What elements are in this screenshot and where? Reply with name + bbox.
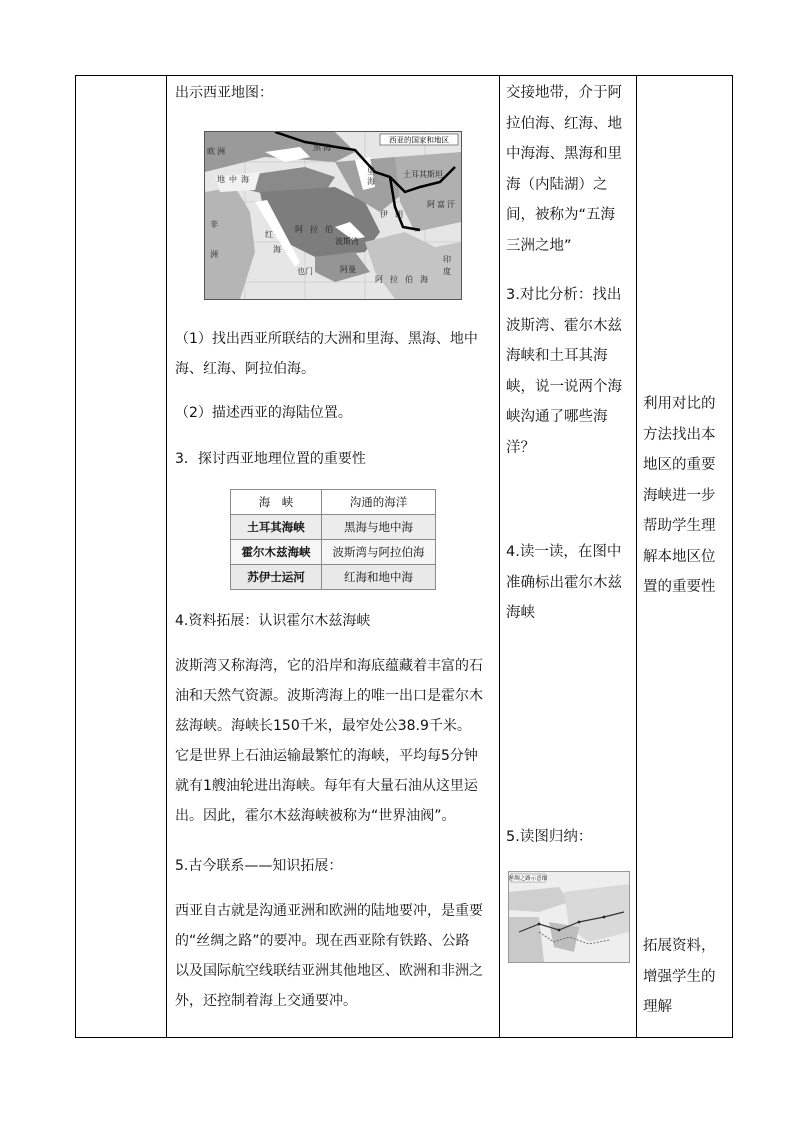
svg-text:伯: 伯 [325, 225, 333, 234]
student-text-4: 4.读一读，在图中准确标出霍尔木兹海峡 [506, 544, 622, 621]
silk-road-map [508, 871, 630, 963]
svg-text:地: 地 [217, 175, 225, 184]
lesson-table [75, 75, 733, 1038]
svg-text:印: 印 [443, 255, 451, 264]
table-header-row [231, 490, 436, 515]
strait-name: 苏伊士运河 [231, 565, 322, 590]
student-text-1: 交接地带，介于阿拉伯海、红海、地中海海、黑海和里海（内陆湖）之间，被称为“五海三洲之地” [506, 85, 622, 254]
svg-text:海: 海 [323, 143, 331, 152]
map-title: 西亚的国家和地区 [389, 135, 449, 145]
strait-name: 霍尔木兹海峡 [231, 540, 322, 565]
svg-text:阿: 阿 [295, 225, 303, 234]
svg-text:伯: 伯 [405, 275, 413, 284]
question-2: （2）描述西亚的海陆位置。 [175, 405, 352, 421]
svg-text:阿曼: 阿曼 [340, 265, 356, 274]
svg-text:海: 海 [241, 175, 249, 184]
svg-text:也门: 也门 [297, 267, 313, 276]
silk-road-title: 丝绸之路示意图 [509, 876, 548, 883]
student-text-5: 5.读图归纳： [506, 829, 593, 845]
svg-text:海: 海 [367, 177, 375, 186]
svg-text:黑: 黑 [313, 143, 321, 152]
design-intent-column [637, 76, 733, 1037]
svg-text:洲: 洲 [210, 250, 218, 259]
svg-text:里: 里 [367, 167, 375, 176]
svg-text:汗: 汗 [447, 200, 455, 209]
intent-text-2: 拓展资料，增强学生的理解 [643, 938, 716, 1015]
svg-text:波斯湾: 波斯湾 [335, 237, 359, 246]
silk-road-paragraph: 西亚自古就是沟通亚洲和欧洲的陆地要冲，是重要的“丝绸之路”的要冲。现在西亚除有铁路、公路以及国际航空线联结亚洲其他地区、欧洲和非洲之外，还控制着海上交通要冲。 [175, 903, 483, 1009]
table-header: 沟通的海洋 [322, 490, 436, 515]
svg-text:土耳其斯坦: 土耳其斯坦 [403, 170, 443, 179]
table-row [231, 565, 436, 590]
svg-text:海: 海 [420, 275, 428, 284]
svg-text:红: 红 [265, 230, 273, 239]
svg-text:洲: 洲 [217, 147, 225, 156]
intro-text: 出示西亚地图： [175, 85, 273, 101]
intent-text-1: 利用对比的方法找出本地区的重要海峡进一步帮助学生理解本地区位置的重要性 [643, 396, 716, 595]
connected-seas: 红海和地中海 [322, 565, 436, 590]
table-row [231, 515, 436, 540]
svg-text:欧: 欧 [207, 147, 215, 156]
student-text-3: 3.对比分析：找出波斯湾、霍尔木兹海峡和土耳其海峡，说一说两个海峡沟通了哪些海洋？ [506, 287, 622, 456]
svg-text:非: 非 [210, 220, 218, 229]
section-5-heading: 5.古今联系——知识拓展： [175, 858, 343, 874]
svg-text:富: 富 [437, 200, 445, 209]
svg-text:拉: 拉 [390, 275, 398, 284]
section-4-heading: 4.资料拓展：认识霍尔木兹海峡 [175, 613, 371, 629]
table-header: 海 峡 [231, 490, 322, 515]
svg-text:阿: 阿 [375, 275, 383, 284]
section-3-heading: 3．探讨西亚地理位置的重要性 [175, 451, 366, 467]
strait-table [230, 489, 436, 590]
student-activity-column [500, 76, 636, 1037]
svg-text:朗: 朗 [395, 210, 403, 219]
connected-seas: 波斯湾与阿拉伯海 [322, 540, 436, 565]
svg-text:阿: 阿 [427, 200, 435, 209]
hormuz-paragraph: 波斯湾又称海湾，它的沿岸和海底蕴藏着丰富的石油和天然气资源。波斯湾海上的唯一出口是霍尔木兹海峡。海峡长150千米，最窄处公38.9千米。它是世界上石油运输最繁忙的海峡，平均每5分钟就有1艘油轮进出海峡。每年有大量石油从这里运出。因此，霍尔木兹海峡被称为“世界油阀”。 [175, 658, 483, 824]
silk-road-figure [509, 872, 629, 962]
map-figure [205, 132, 461, 299]
svg-text:拉: 拉 [310, 225, 318, 234]
svg-text:伊: 伊 [380, 210, 388, 219]
svg-text:海: 海 [273, 245, 281, 254]
question-1: （1）找出西亚所联结的大洲和里海、黑海、地中海、红海、阿拉伯海。 [175, 331, 478, 377]
svg-text:度: 度 [443, 267, 451, 276]
section-column [76, 76, 166, 1037]
west-asia-map [204, 131, 462, 300]
connected-seas: 黑海与地中海 [322, 515, 436, 540]
teaching-content-column [167, 76, 499, 1037]
svg-text:中: 中 [229, 175, 237, 184]
strait-name: 土耳其海峡 [231, 515, 322, 540]
table-row [231, 540, 436, 565]
